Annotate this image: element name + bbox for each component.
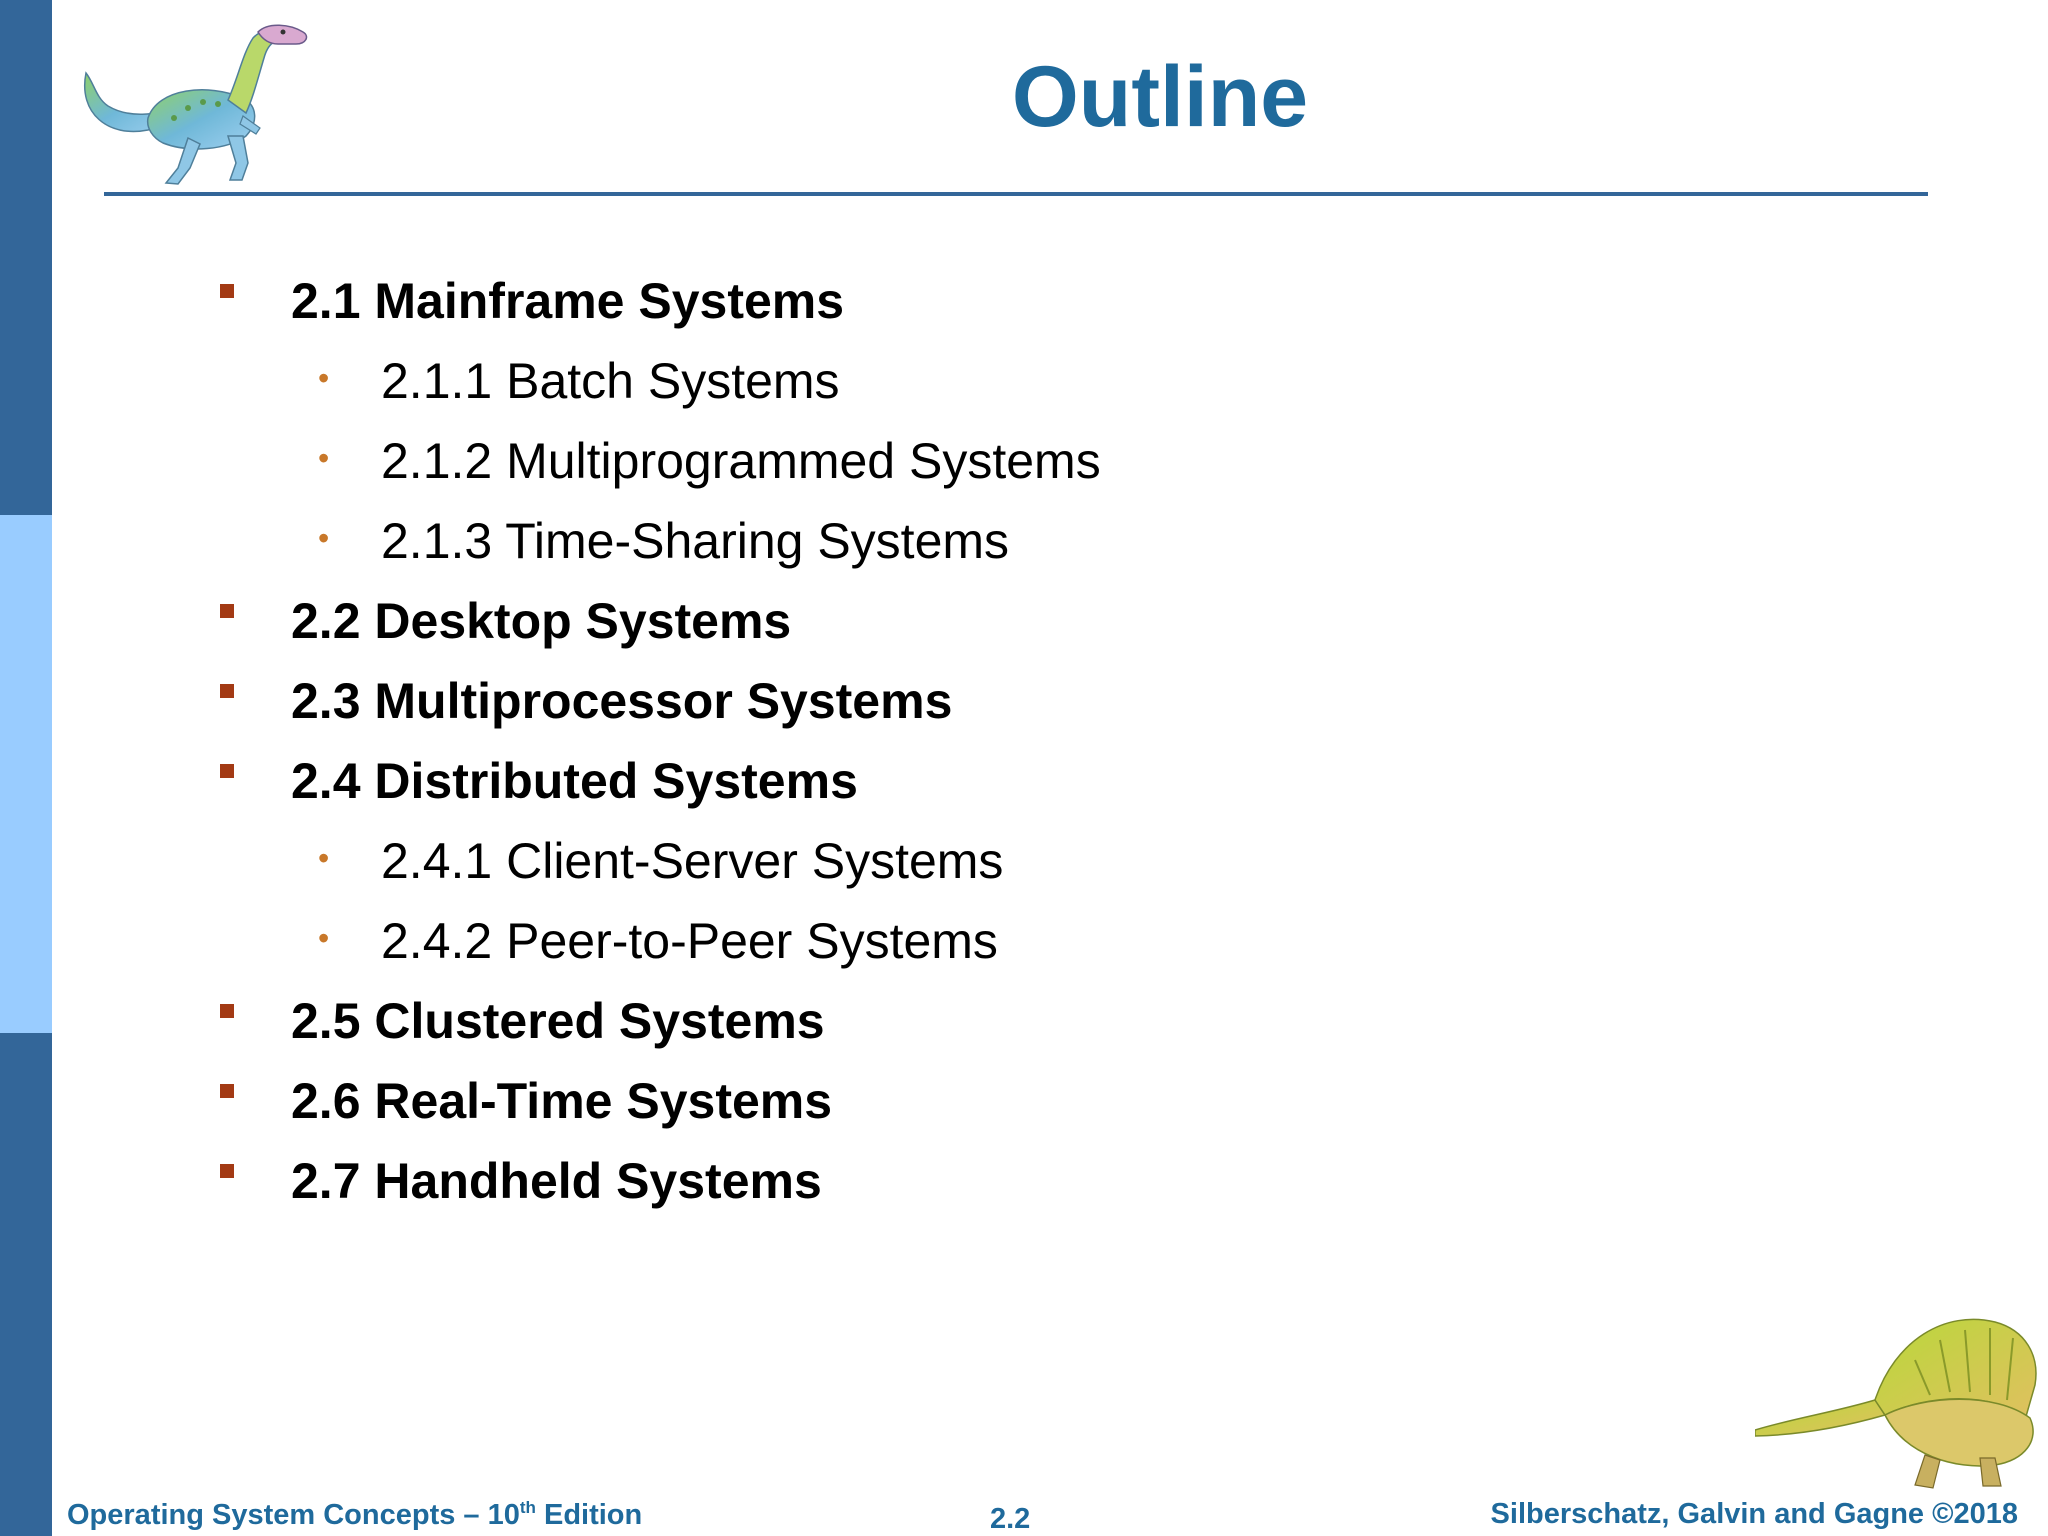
outline-item-text: 2.1.1 Batch Systems <box>381 353 840 409</box>
outline-item-text: 2.1.3 Time-Sharing Systems <box>381 513 1010 569</box>
outline-item <box>0 822 2048 902</box>
square-bullet-icon <box>220 1084 234 1098</box>
outline-item <box>0 982 2048 1062</box>
footer-book-title <box>67 1498 642 1532</box>
outline-list <box>0 262 2048 1222</box>
outline-item <box>0 742 2048 822</box>
outline-item-text: 2.5 Clustered Systems <box>291 993 825 1049</box>
title-divider <box>104 192 1928 196</box>
outline-item-text: 2.4.2 Peer-to-Peer Systems <box>381 913 998 969</box>
dot-bullet-icon: • <box>318 520 330 556</box>
page-number: 2.2 <box>990 1503 1031 1535</box>
outline-item <box>0 1062 2048 1142</box>
outline-item-text: 2.1 Mainframe Systems <box>291 273 845 329</box>
footer-book-title-suffix: Edition <box>535 1499 643 1531</box>
outline-item-text: 2.6 Real-Time Systems <box>291 1073 833 1129</box>
outline-item <box>0 902 2048 982</box>
outline-item <box>0 502 2048 582</box>
dot-bullet-icon: • <box>318 440 330 476</box>
dinosaur-icon <box>1755 1300 2045 1495</box>
square-bullet-icon <box>220 604 234 618</box>
square-bullet-icon <box>220 284 234 298</box>
square-bullet-icon <box>220 684 234 698</box>
outline-item-text: 2.1.2 Multiprogrammed Systems <box>381 433 1101 489</box>
dot-bullet-icon: • <box>318 920 330 956</box>
footer-book-title-prefix: Operating System Concepts – 10 <box>67 1499 520 1531</box>
outline-item-text: 2.7 Handheld Systems <box>291 1153 822 1209</box>
slide-title: Outline <box>1011 49 1309 145</box>
dot-bullet-icon: • <box>318 840 330 876</box>
square-bullet-icon <box>220 1004 234 1018</box>
outline-item-text: 2.3 Multiprocessor Systems <box>291 673 953 729</box>
square-bullet-icon <box>220 764 234 778</box>
footer-book-title-sup: th <box>519 1498 536 1517</box>
outline-item <box>0 662 2048 742</box>
dinosaur-icon <box>78 18 318 193</box>
footer-authors: Silberschatz, Galvin and Gagne ©2018 <box>1490 1498 2018 1530</box>
dot-bullet-icon: • <box>318 360 330 396</box>
outline-item <box>0 1142 2048 1222</box>
outline-item-text: 2.4 Distributed Systems <box>291 753 858 809</box>
outline-item-text: 2.4.1 Client-Server Systems <box>381 833 1004 889</box>
outline-item <box>0 262 2048 342</box>
square-bullet-icon <box>220 1164 234 1178</box>
outline-item <box>0 422 2048 502</box>
outline-item-text: 2.2 Desktop Systems <box>291 593 792 649</box>
outline-item <box>0 582 2048 662</box>
outline-item <box>0 342 2048 422</box>
